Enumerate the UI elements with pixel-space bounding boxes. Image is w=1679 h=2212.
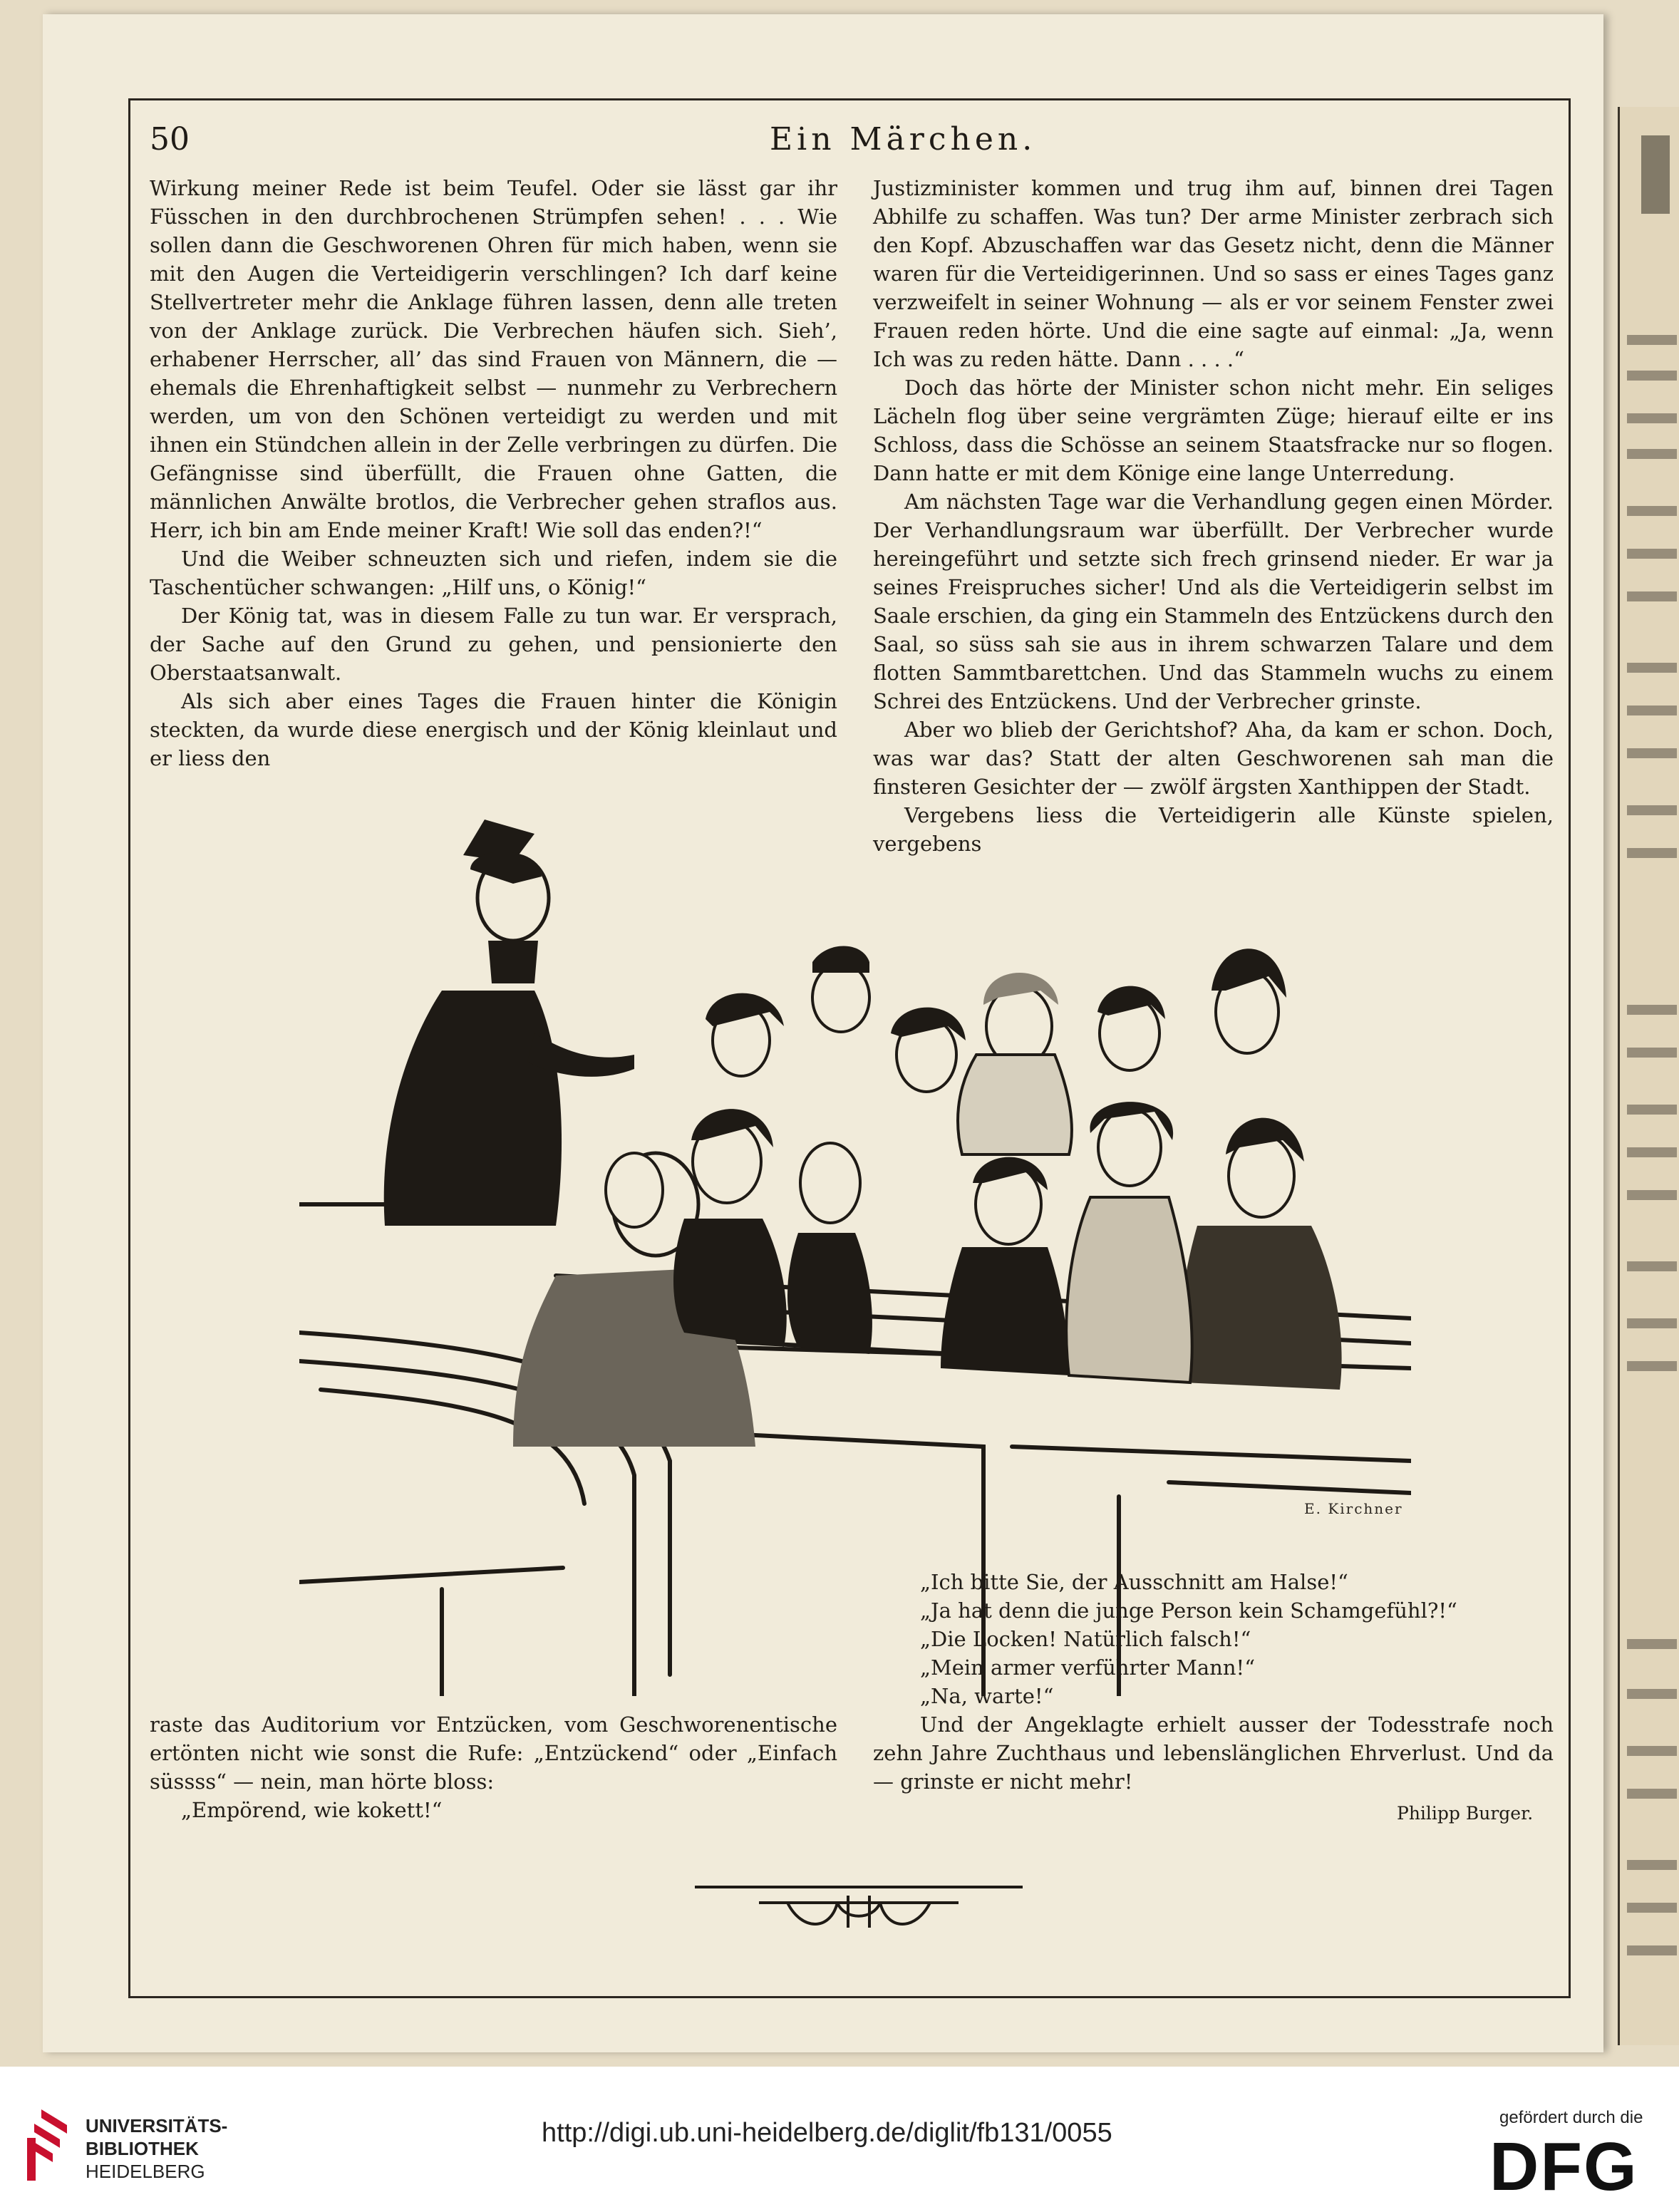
courtroom-illustration bbox=[299, 820, 1411, 1696]
left-column-bottom bbox=[150, 1710, 837, 1824]
library-name-line: UNIVERSITÄTS- bbox=[86, 2115, 228, 2136]
running-title: Ein Märchen. bbox=[770, 121, 1037, 157]
paragraph: Der König tat, was in diesem Falle zu tun war. Er versprach, der Sache auf den Grund zu gehen, und pensionierte den Oberstaatsanwalt. bbox=[150, 604, 837, 685]
paragraph: Doch das hörte der Minister schon nicht mehr. Ein seliges Lächeln flog über seine vergrämten Züge; hierauf eilte er ins Schloss, dass die Schösse an seinem Staatsfracke nur so flogen. Dann hatte er mit dem Könige eine lange Unterredung. bbox=[873, 376, 1554, 485]
quote-line: „Mein armer verführter Mann!“ bbox=[920, 1655, 1256, 1680]
funder-caption: gefördert durch die bbox=[1499, 2108, 1643, 2127]
paragraph: Am nächsten Tage war die Verhandlung gegen einen Mörder. Der Verhandlungsraum war überfüllt. Der Verbrecher wurde hereingeführt und setzte sich frech grinsend nieder. Er war ja seines Freispruches sicher! Und als die Verteidigerin selbst im Saale erschien, da ging ein Stammeln des Entzückens durch den Saal, so süss sah sie aus in ihrem schwarzen Talare und dem flotten Sammtbarettchen. Und das Stammeln wuchs zu einem Schrei des Entzückens. Und der Verbrecher grinste. bbox=[873, 490, 1554, 713]
left-column-top bbox=[150, 174, 837, 772]
author-signature: Philipp Burger. bbox=[1397, 1803, 1534, 1824]
permalink-url[interactable]: http://digi.ub.uni-heidelberg.de/diglit/fb131/0055 bbox=[542, 2118, 1112, 2148]
quote-line: „Ich bitte Sie, der Ausschnitt am Halse!“ bbox=[920, 1570, 1348, 1594]
decorative-ornament bbox=[695, 1874, 1023, 1931]
paragraph: „Empörend, wie kokett!“ bbox=[181, 1798, 443, 1822]
adjacent-page-edge bbox=[1618, 107, 1679, 2045]
page-number: 50 bbox=[150, 121, 190, 157]
dfg-logo: DFG bbox=[1489, 2129, 1638, 2205]
library-logo-icon bbox=[27, 2109, 67, 2181]
quote-line: „Ja hat denn die junge Person kein Schamgefühl?!“ bbox=[920, 1598, 1457, 1623]
paragraph: Justizminister kommen und trug ihm auf, binnen drei Tagen Abhilfe zu schaffen. Was tun? Der arme Minister zerbrach sich den Kopf. Abzuschaffen war das Gesetz nicht, denn die Männer waren für die Verteidigerinnen. Und so sass er eines Tages ganz verzweifelt in seiner Wohnung — als er vor seinem Fenster zwei Frauen reden hörte. Und die eine sagte auf einmal: „Ja, wenn Ich was zu reden hätte. Dann . . . .“ bbox=[873, 176, 1554, 371]
closing-paragraph: Und der Angeklagte erhielt ausser der Todesstrafe noch zehn Jahre Zuchthaus und lebenslänglichen Ehrverlust. Und da — grinste er nicht mehr! bbox=[873, 1712, 1554, 1794]
paragraph: Und die Weiber schneuzten sich und riefen, indem sie die Taschentücher schwangen: „Hilf uns, o König!“ bbox=[150, 547, 837, 599]
quote-line: „Na, warte!“ bbox=[920, 1684, 1054, 1708]
library-name-line: HEIDELBERG bbox=[86, 2161, 205, 2182]
paragraph: Vergebens liess die Verteidigerin alle Künste spielen, vergebens bbox=[873, 803, 1554, 856]
paragraph: Aber wo blieb der Gerichtshof? Aha, da kam er schon. Doch, was war das? Statt der alten Geschworenen sah man die finsteren Gesichter der — zwölf ärgsten Xanthippen der Stadt. bbox=[873, 718, 1554, 799]
artist-signature: E. Kirchner bbox=[1304, 1500, 1403, 1517]
paragraph: raste das Auditorium vor Entzücken, vom Geschworenentische ertönten nicht wie sonst die Rufe: „Entzückend“ oder „Einfach süssss“ — nein, man hörte bloss: bbox=[150, 1712, 837, 1794]
paragraph: Als sich aber eines Tages die Frauen hinter die Königin steckten, da wurde diese energisch und der König kleinlaut und er liess den bbox=[150, 689, 837, 770]
paragraph: Wirkung meiner Rede ist beim Teufel. Oder sie lässt gar ihr Füsschen in den durchbrochenen Strümpfen sehen! . . . Wie sollen dann die Geschworenen Ohren für mich haben, wenn sie mit den Augen die Verteidigerin verschlingen? Ich darf keine Stellvertreter mehr die Anklage führen lassen, denn alle treten von der Anklage zurück. Die Verbrechen häufen sich. Sieh’, erhabener Herrscher, all’ das sind Frauen von Männern, die — ehemals die Ehrenhaftigkeit selbst — nunmehr zu Verbrechern werden, um von den Schönen verteidigt zu werden und mit ihnen ein Stündchen allein in der Zelle verbringen zu dürfen. Die Gefängnisse sind überfüllt, die Frauen ohne Gatten, die männlichen Anwälte brotlos, die Verbrecher gehen straflos aus. Herr, ich bin am Ende meiner Kraft! Wie soll das enden?!“ bbox=[150, 176, 837, 542]
right-column-bottom bbox=[873, 1568, 1554, 1796]
right-column-top bbox=[873, 174, 1554, 858]
quote-line: „Die Locken! Natürlich falsch!“ bbox=[920, 1627, 1251, 1651]
library-name-line: BIBLIOTHEK bbox=[86, 2138, 199, 2159]
